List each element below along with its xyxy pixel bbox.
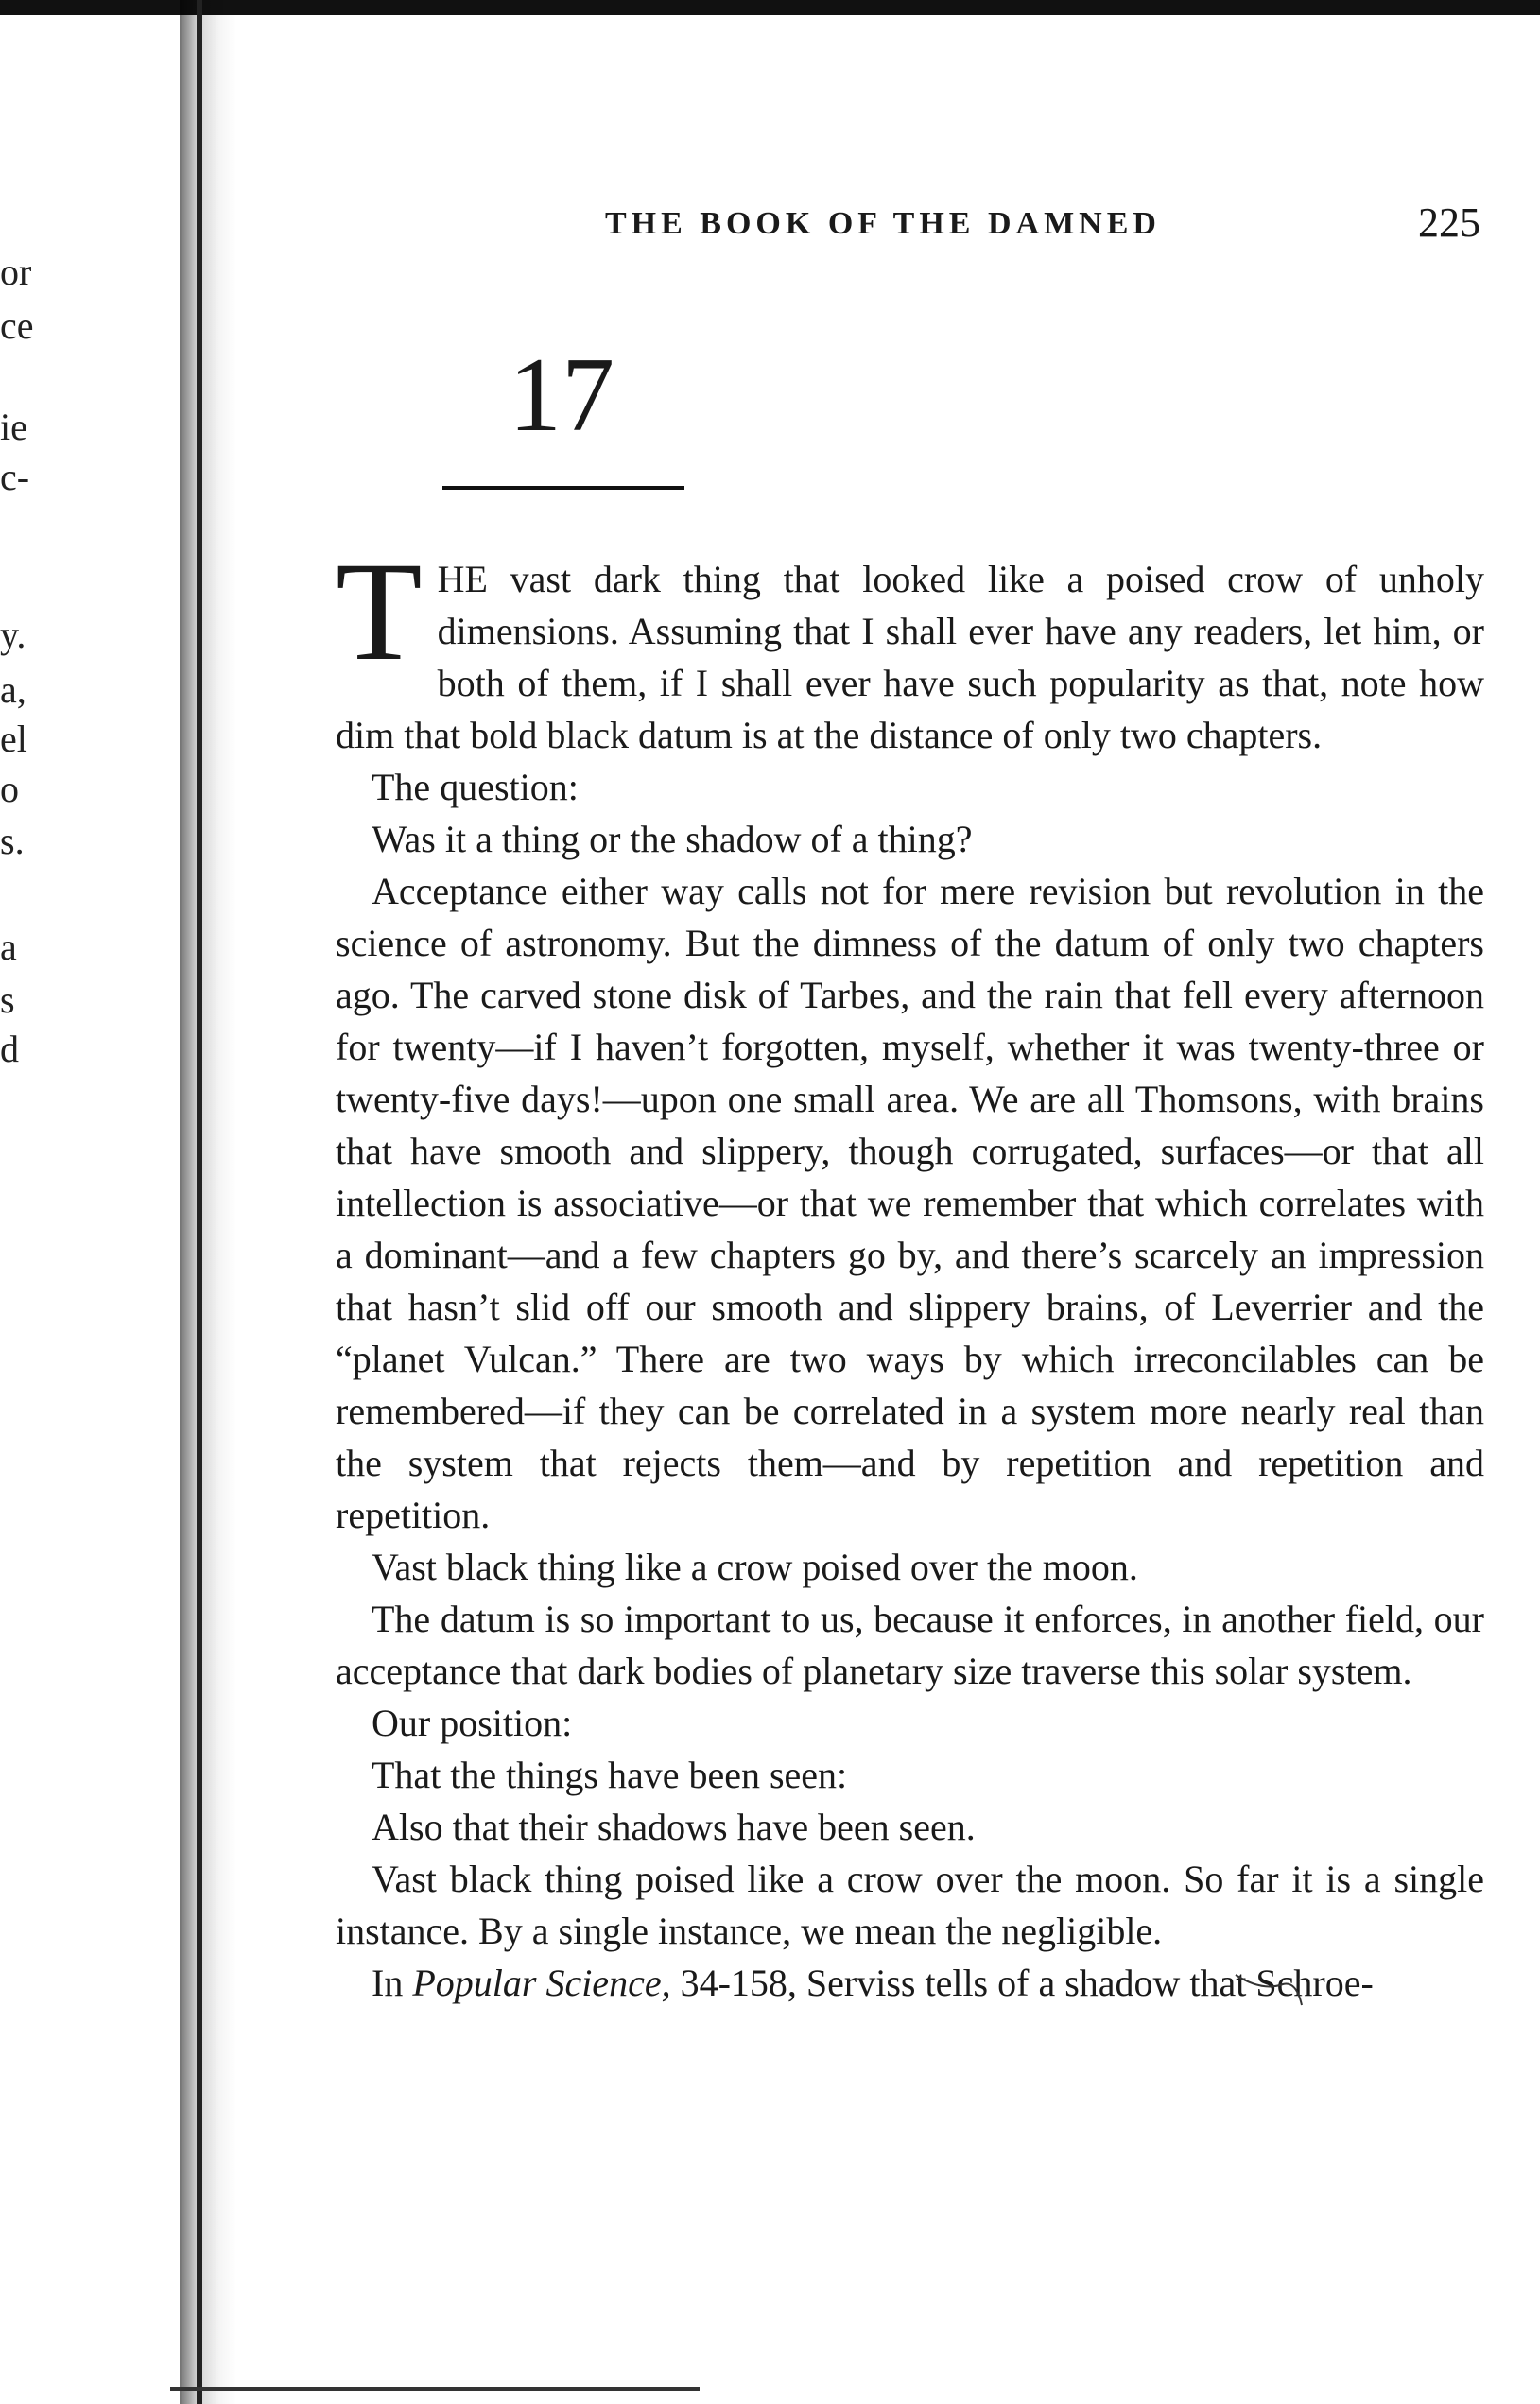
paragraph-prefix: In xyxy=(372,1962,413,2004)
running-title: THE BOOK OF THE DAMNED xyxy=(605,206,1161,241)
paragraph-suffix: 34-158, Serviss tells of a shadow that Schroe- xyxy=(670,1962,1374,2004)
chapter-number: 17 xyxy=(509,337,614,454)
paragraph: The datum is so important to us, because it enforces, in another field, our acceptance that dark bodies of planetary size traverse this solar system. xyxy=(336,1598,1484,1692)
previous-page-edge xyxy=(0,0,189,2404)
binding-gutter-line xyxy=(197,0,202,2404)
drop-cap: T xyxy=(336,533,423,690)
paragraph: Vast black thing poised like a crow over the moon. So far it is a single instance. By a single instance, we mean the negligible. xyxy=(336,1858,1484,1952)
paragraph-text: HE vast dark thing that looked like a poised crow of unholy dimensions. Assuming that I shall ever have any readers, let him, or both of them, if I shall ever have such popularity as that, note how dim that bold black datum is at the distance of only two chapters. xyxy=(336,558,1484,756)
paragraph: Also that their shadows have been seen. xyxy=(372,1806,976,1848)
previous-page-fragment: o xyxy=(0,768,19,810)
paragraph: The question: xyxy=(372,766,579,808)
paragraph xyxy=(336,1957,1484,2009)
previous-page-fragment: y. xyxy=(0,614,26,656)
chapter-rule xyxy=(442,486,684,490)
paragraph xyxy=(336,533,1484,761)
paragraph: Acceptance either way calls not for mere revision but revolution in the science of astronomy. But the dimness of the datum of only two chapters ago. The carved stone disk of Tarbes, and the rain that fell every afternoon for twenty—if I haven’t forgotten, myself, whether it was twenty-three or twenty-five days!—upon one small area. We are all Thomsons, with brains that have smooth and slippery, though corrugated, surfaces—or that all intellection is associative—or that we remember that which correlates with a dominant—and a few chapters go by, and there’s scarcely an impression that hasn’t slid off our smooth and slippery brains, of Leverrier and the “planet Vulcan.” There are two ways by which irreconcilables can be remembered—if they can be correlated in a system more nearly real than the system that rejects them—and by repetition and repetition and repetition. xyxy=(336,870,1484,1536)
paragraph: That the things have been seen: xyxy=(372,1754,848,1796)
paragraph: Vast black thing like a crow poised over the moon. xyxy=(372,1546,1138,1588)
citation-title: Popular Science, xyxy=(412,1962,671,2004)
previous-page-fragment: c- xyxy=(0,456,30,498)
running-header xyxy=(605,199,1513,255)
body-text xyxy=(336,533,1484,2009)
paragraph: Was it a thing or the shadow of a thing? xyxy=(372,818,973,860)
previous-page-fragment: ce xyxy=(0,304,34,347)
paragraph: Our position: xyxy=(372,1702,573,1744)
previous-page-fragment: a, xyxy=(0,668,26,711)
page-number: 225 xyxy=(1418,199,1480,246)
handwritten-mark xyxy=(1234,1971,1307,2009)
previous-page-fragment: el xyxy=(0,718,27,760)
previous-page-fragment: or xyxy=(0,251,32,293)
previous-page-fragment: ie xyxy=(0,406,27,448)
previous-page-fragment: a xyxy=(0,925,17,968)
page-bottom-edge xyxy=(170,2387,700,2391)
previous-page-fragment: s xyxy=(0,978,15,1021)
previous-page-fragment: s. xyxy=(0,820,25,862)
previous-page-fragment: d xyxy=(0,1028,19,1070)
